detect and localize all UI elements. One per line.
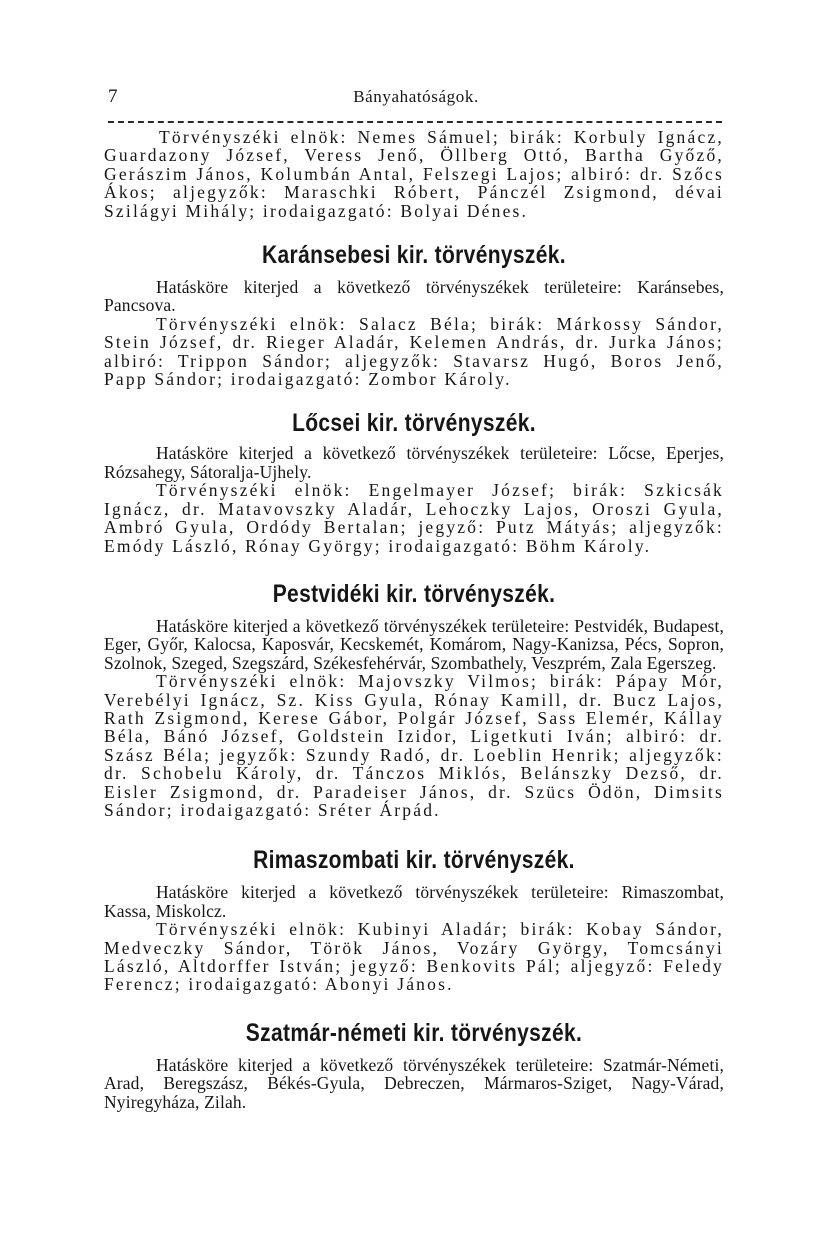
section-jurisdiction-szatmarnemeti: Hatásköre kiterjed a következő törvényszékek területeire: Szatmár-Németi, Arad, Beregszász, Békés-Gyula, Debreczen, Mármaros-Sziget, Nagy-Várad, Nyiregyháza, Zilah. — [104, 1054, 724, 1112]
section-title-rimaszombat: Rimaszombati kir. törvényszék. — [253, 846, 575, 875]
page-number: 7 — [108, 86, 118, 107]
section-jurisdiction-pestvidek: Hatásköre kiterjed a következő törvényszékek területeire: Pestvidék, Budapest, Eger, Győr, Kalocsa, Kaposvár, Kecskemét, Komárom, Nagy-Kanizsa, Pécs, Sopron, Szolnok, Szeged, Szegszárd, Székesfehérvár, Szombathely, Veszprém, Zala Egerszeg. — [104, 615, 724, 673]
header-rule — [108, 121, 722, 123]
running-head: Bányahatóságok. — [353, 87, 479, 106]
section-staff-locse: Törvényszéki elnök: Engelmayer József; birák: Szkicsák Ignácz, dr. Matavovszky Aladár, Lehoczky Lajos, Oroszi Gyula, Ambró Gyula, Ordódy Bertalan; jegyző: Putz Mátyás; aljegyzők: Emódy László, Rónay György; irodaigazgató: Böhm Károly. — [104, 480, 724, 556]
section-staff-pestvidek: Törvényszéki elnök: Majovszky Vilmos; birák: Pápay Mór, Verebélyi Ignácz, Sz. Kiss Gyula, Rónay Kamill, dr. Bucz Lajos, Rath Zsigmond, Kerese Gábor, Polgár József, Sass Elemér, Kállay Béla, Bánó József, Goldstein Izidor, Ligetkuti Iván; albiró: dr. Szász Béla; jegyzők: Szundy Radó, dr. Loeblin Henrik; aljegyzők: dr. Schobelu Károly, dr. Tánczos Miklós, Belánszky Dezső, dr. Eisler Zsigmond, dr. Paradeiser János, dr. Szücs Ödön, Dimsits Sándor; irodaigazgató: Sréter Árpád. — [104, 671, 724, 820]
intro-paragraph: Törvényszéki elnök: Nemes Sámuel; birák: Korbuly Ignácz, Guardazony József, Veress Jenő, Öllberg Ottó, Bartha Győző, Gerászim János, Kolumbán Antal, Felszegi Lajos; albiró: dr. Szőcs Ákos; aljegyzők: Maraschki Róbert, Pánczél Zsigmond, dévai Szilágyi Mihály; irodaigazgató: Bolyai Dénes. — [104, 127, 724, 221]
section-title-karansebes: Karánsebesi kir. törvényszék. — [262, 241, 566, 270]
page-header — [108, 86, 724, 112]
section-jurisdiction-rimaszombat: Hatásköre kiterjed a következő törvényszékek területeire: Rimaszombat, Kassa, Miskolcz. — [104, 882, 724, 921]
section-staff-rimaszombat: Törvényszéki elnök: Kubinyi Aladár; birák: Kobay Sándor, Medveczky Sándor, Török János, Vozáry György, Tomcsányi László, Altdorffer István; jegyző: Benkovits Pál; aljegyző: Feledy Ferencz; irodaigazgató: Abonyi János. — [104, 919, 724, 995]
section-title-szatmarnemeti: Szatmár-németi kir. törvényszék. — [245, 1018, 583, 1047]
page-body — [104, 128, 724, 1111]
section-title-locse: Lőcsei kir. törvényszék. — [292, 409, 536, 438]
section-title-pestvidek: Pestvidéki kir. törvényszék. — [272, 579, 556, 608]
section-jurisdiction-locse: Hatásköre kiterjed a következő törvényszékek területeire: Lőcse, Eperjes, Rózsahegy, Sátoralja-Ujhely. — [104, 443, 724, 482]
section-staff-karansebes: Törvényszéki elnök: Salacz Béla; birák: Márkossy Sándor, Stein József, dr. Rieger Aladár, Kelemen András, dr. Jurka János; albiró: Trippon Sándor; aljegyzők: Stavarsz Hugó, Boros Jenő, Papp Sándor; irodaigazgató: Zombor Károly. — [104, 313, 724, 390]
section-jurisdiction-karansebes: Hatásköre kiterjed a következő törvényszékek területeire: Karánsebes, Pancsova. — [104, 277, 724, 316]
